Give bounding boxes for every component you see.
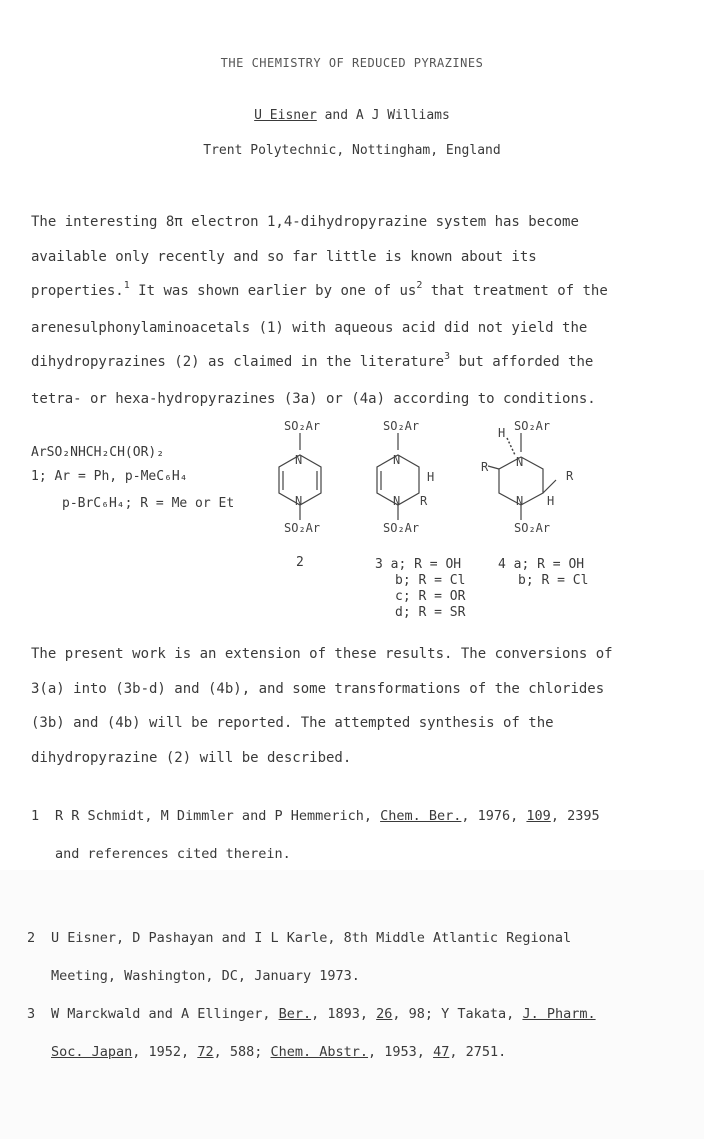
so2ar-label: SO₂Ar [514, 419, 551, 433]
so2ar-label: SO₂Ar [284, 521, 321, 535]
reference-number: 3 [27, 1006, 36, 1022]
so2ar-label: SO₂Ar [383, 419, 420, 433]
paragraph-line: available only recently and so far little is known about its [31, 248, 537, 265]
paragraph-line: arenesulphonylaminoacetals (1) with aqueous acid did not yield the [31, 319, 588, 336]
so2ar-label: SO₂Ar [383, 521, 420, 535]
text-run: R R Schmidt, M Dimmler and P Hemmerich, [55, 808, 381, 824]
ring-n: N [393, 494, 401, 508]
so2ar-label: SO₂Ar [514, 521, 551, 535]
text-run: , 588; [213, 1044, 271, 1060]
paragraph-line: 3(a) into (3b-d) and (4b), and some transformations of the chlorides [31, 680, 605, 697]
compound1-definition-cont: p-BrC₆H₄; R = Me or Et [62, 496, 235, 511]
compound2-label: 2 [296, 555, 304, 570]
reference-number: 2 [27, 930, 36, 946]
r-substituent: R [481, 460, 489, 474]
text-run: dihydropyrazines (2) as claimed in the literature [31, 354, 445, 371]
ring-n: N [393, 453, 401, 467]
reference-2 [27, 919, 571, 995]
text-run: , 2751. [449, 1044, 507, 1060]
paragraph-line: dihydropyrazine (2) will be described. [31, 749, 352, 766]
ring-n: N [516, 494, 524, 508]
bond [488, 466, 499, 469]
volume: 26 [376, 1006, 393, 1022]
text-run: , 1953, [368, 1044, 434, 1060]
bond [543, 480, 556, 493]
so2ar-label: SO₂Ar [284, 419, 321, 433]
volume: 109 [526, 808, 551, 824]
compound3-labels [375, 557, 465, 621]
label-line: c; R = OR [395, 589, 466, 604]
paragraph-line: tetra- or hexa-hydropyrazines (3a) or (4a) according to conditions. [31, 390, 596, 407]
r-substituent: R [566, 469, 574, 483]
journal-name: Chem. Abstr. [270, 1044, 369, 1060]
reference-continuation: and references cited therein. [55, 846, 291, 862]
author-underlined: U Eisner [254, 108, 317, 123]
r-substituent: R [420, 494, 428, 508]
label-line: 4 a; R = OH [498, 557, 585, 572]
reference-3 [27, 995, 596, 1071]
reference-continuation: Meeting, Washington, DC, January 1973. [51, 968, 360, 984]
reference-1 [31, 797, 600, 873]
text-run: W Marckwald and A Ellinger, [51, 1006, 279, 1022]
paragraph-line: The present work is an extension of these results. The conversions of [31, 646, 613, 662]
text-run: , 98; Y Takata, [392, 1006, 523, 1022]
text-run: that treatment of the [422, 283, 608, 300]
journal-name: Chem. Ber. [380, 808, 462, 824]
paper-title: THE CHEMISTRY OF REDUCED PYRAZINES [220, 56, 484, 70]
text-run: , 1952, [132, 1044, 198, 1060]
compound1-definition: 1; Ar = Ph, p-MeC₆H₄ [31, 469, 188, 484]
text-run: U Eisner, D Pashayan and I L Karle, 8th Middle Atlantic Regional [51, 930, 572, 946]
ring-n: N [295, 494, 303, 508]
paragraph-line: The interesting 8π electron 1,4-dihydropyrazine system has become [31, 214, 579, 230]
text-run: but afforded the [450, 354, 594, 371]
label-line: b; R = Cl [395, 573, 466, 588]
text-run: , 1893, [311, 1006, 377, 1022]
citation-sup: 3 [444, 351, 451, 363]
reference-number: 1 [31, 808, 40, 824]
reference-continuation [27, 1033, 596, 1071]
citation-sup: 1 [123, 280, 130, 292]
volume: 47 [433, 1044, 450, 1060]
text-run: , 1976, [461, 808, 527, 824]
journal-name: J. Pharm. [522, 1006, 596, 1022]
label-line: 3 a; R = OH [375, 557, 462, 572]
text-run: properties. [31, 283, 124, 300]
journal-name: Ber. [278, 1006, 312, 1022]
h-substituent: H [427, 470, 435, 484]
ring-n: N [295, 453, 303, 467]
paragraph-present-work [31, 637, 613, 775]
hashed-bond [507, 438, 515, 455]
label-line: b; R = Cl [518, 573, 589, 588]
affiliation: Trent Polytechnic, Nottingham, England [203, 143, 501, 158]
text-run: , 2395 [550, 808, 600, 824]
label-line: d; R = SR [395, 605, 466, 620]
ring-n: N [516, 455, 524, 469]
authors-rest: and A J Williams [316, 108, 450, 123]
compound4-labels [498, 557, 588, 589]
journal-name: Soc. Japan [51, 1044, 133, 1060]
compound1-formula: ArSO₂NHCH₂CH(OR)₂ [31, 445, 165, 460]
text-run: It was shown earlier by one of us [129, 283, 417, 300]
h-substituent: H [547, 494, 555, 508]
h-substituent: H [498, 426, 506, 440]
paragraph-line: (3b) and (4b) will be reported. The attempted synthesis of the [31, 715, 554, 732]
citation-sup: 2 [416, 280, 423, 292]
volume: 72 [197, 1044, 214, 1060]
